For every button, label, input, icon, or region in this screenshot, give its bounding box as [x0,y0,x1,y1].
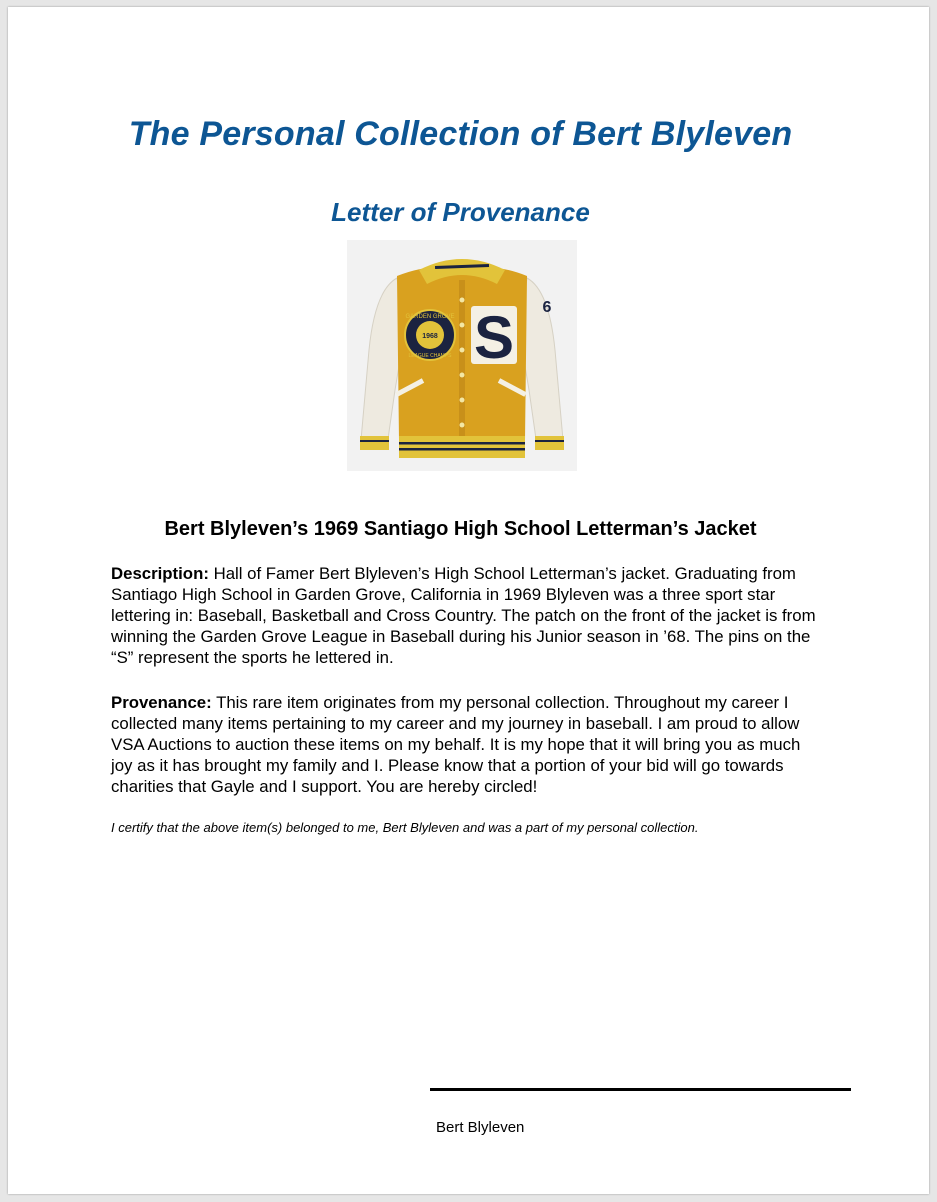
page-subtitle: Letter of Provenance [331,197,590,227]
chest-letter: S [473,304,515,371]
patch-bottom-text: LEAGUE CHAMPS [408,353,452,359]
certification-statement: I certify that the above item(s) belonged to me, Bert Blyleven and was a part of my personal collection. [111,820,699,835]
signature-line [430,1088,851,1091]
patch-year-text: 1968 [422,333,438,340]
description-paragraph [111,563,826,668]
item-title: Bert Blyleven’s 1969 Santiago High School Letterman’s Jacket [164,518,757,540]
description-label: Description: [111,564,209,583]
provenance-text: This rare item originates from my personal collection. Throughout my career I collected many items pertaining to my career and my journey in baseball. I am proud to allow VSA Auctions to auction these items on my behalf. It is my hope that it will bring you as much joy as it has brought my family and I. Please know that a portion of your bid will go towards charities that Gayle and I support. You are hereby circled! [111,693,801,796]
provenance-paragraph [111,692,826,797]
signature-name: Bert Blyleven [436,1119,525,1136]
jacket-photo [347,240,577,471]
letterman-jacket-illustration [347,240,577,471]
description-text: Hall of Famer Bert Blyleven’s High School Letterman’s jacket. Graduating from Santiago High School in Garden Grove, California in 1969 Blyleven was a three sport star lettering in: Baseball, Basketball and Cross Country. The patch on the front of the jacket is from winning the Garden Grove League in Baseball during his Junior season in ’68. The pins on the “S” represent the sports he lettered in. [111,564,816,667]
provenance-label: Provenance: [111,693,212,712]
sleeve-number: 6 [542,299,552,316]
page-title: The Personal Collection of Bert Blyleven [128,115,793,153]
patch-top-text: GARDEN GROVE [405,314,455,320]
